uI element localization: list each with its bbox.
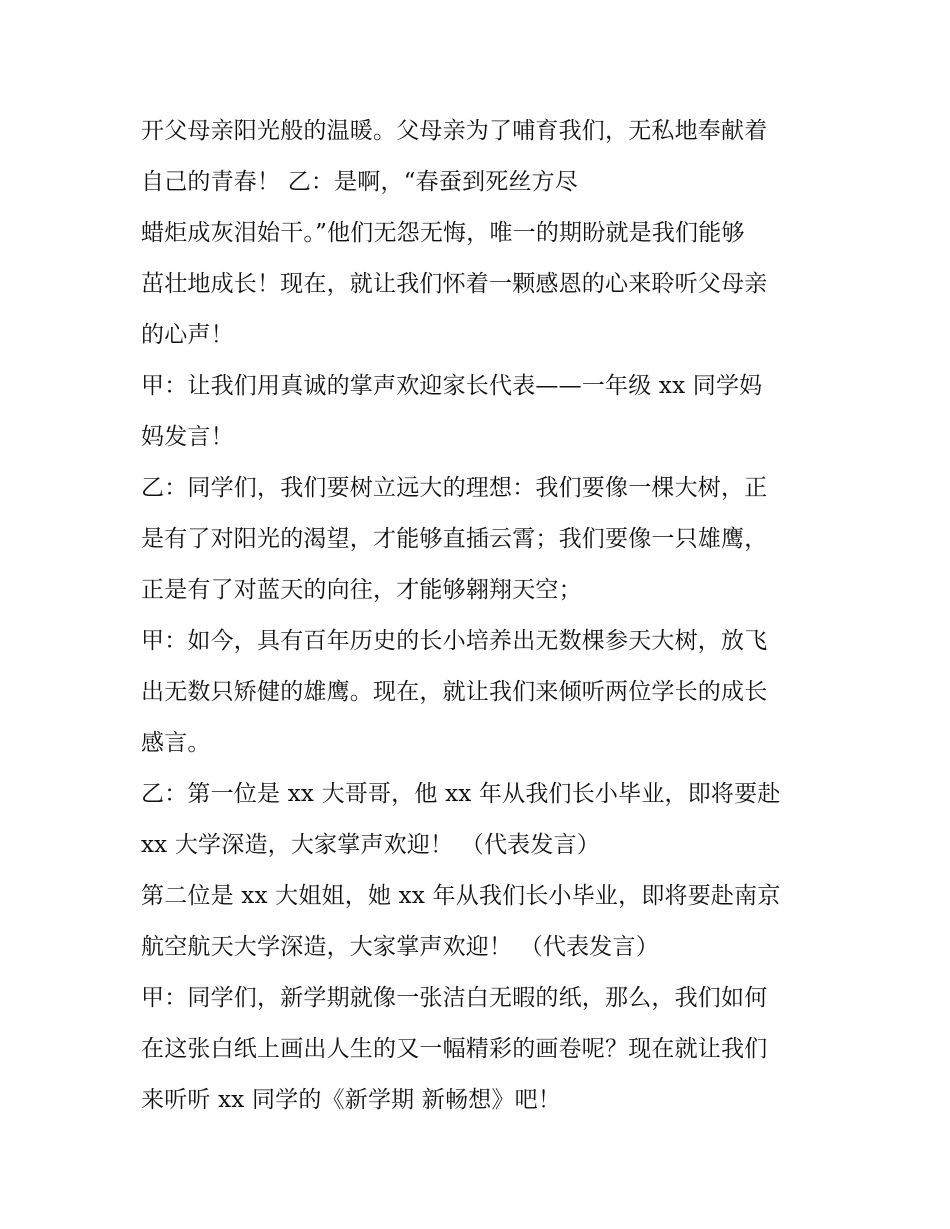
document-body — [141, 106, 821, 1126]
text-line-15: xx 大学深造，大家掌声欢迎！ （代表发言） — [141, 832, 600, 858]
text-line-5: 的心声！ — [141, 322, 234, 348]
text-line-14: 乙：第一位是 xx 大哥哥，他 xx 年从我们长小毕业，即将要赴 — [141, 781, 781, 807]
text-line-2: 自己的青春！ 乙：是啊，“春蚕到死丝方尽 — [141, 169, 579, 195]
text-line-1: 开父母亲阳光般的温暖。父母亲为了哺育我们，无私地奉献着 — [141, 118, 768, 144]
text-line-4: 茁壮地成长！现在，就让我们怀着一颗感恩的心来聆听父母亲 — [141, 271, 768, 297]
text-line-17: 航空航天大学深造，大家掌声欢迎！ （代表发言） — [141, 934, 659, 960]
text-line-11: 甲：如今，具有百年历史的长小培养出无数棵参天大树，放飞 — [141, 628, 768, 654]
text-line-8: 乙：同学们，我们要树立远大的理想：我们要像一棵大树，正 — [141, 475, 768, 501]
text-line-20: 来听听 xx 同学的《新学期 新畅想》吧！ — [141, 1087, 562, 1113]
text-line-3: 蜡炬成灰泪始干。”他们无怨无悔，唯一的期盼就是我们能够 — [141, 220, 745, 246]
text-line-13: 感言。 — [141, 730, 211, 756]
text-line-18: 甲：同学们，新学期就像一张洁白无暇的纸，那么，我们如何 — [141, 985, 768, 1011]
text-line-12: 出无数只矫健的雄鹰。现在，就让我们来倾听两位学长的成长 — [141, 679, 768, 705]
text-line-9: 是有了对阳光的渴望，才能够直插云霄；我们要像一只雄鹰， — [141, 526, 768, 552]
text-line-16: 第二位是 xx 大姐姐，她 xx 年从我们长小毕业，即将要赴南京 — [141, 883, 781, 909]
text-line-10: 正是有了对蓝天的向往，才能够翱翔天空； — [141, 577, 582, 603]
text-line-7: 妈发言！ — [141, 424, 234, 450]
text-line-6: 甲：让我们用真诚的掌声欢迎家长代表——一年级 xx 同学妈 — [141, 373, 763, 399]
text-line-19: 在这张白纸上画出人生的又一幅精彩的画卷呢？现在就让我们 — [141, 1036, 768, 1062]
